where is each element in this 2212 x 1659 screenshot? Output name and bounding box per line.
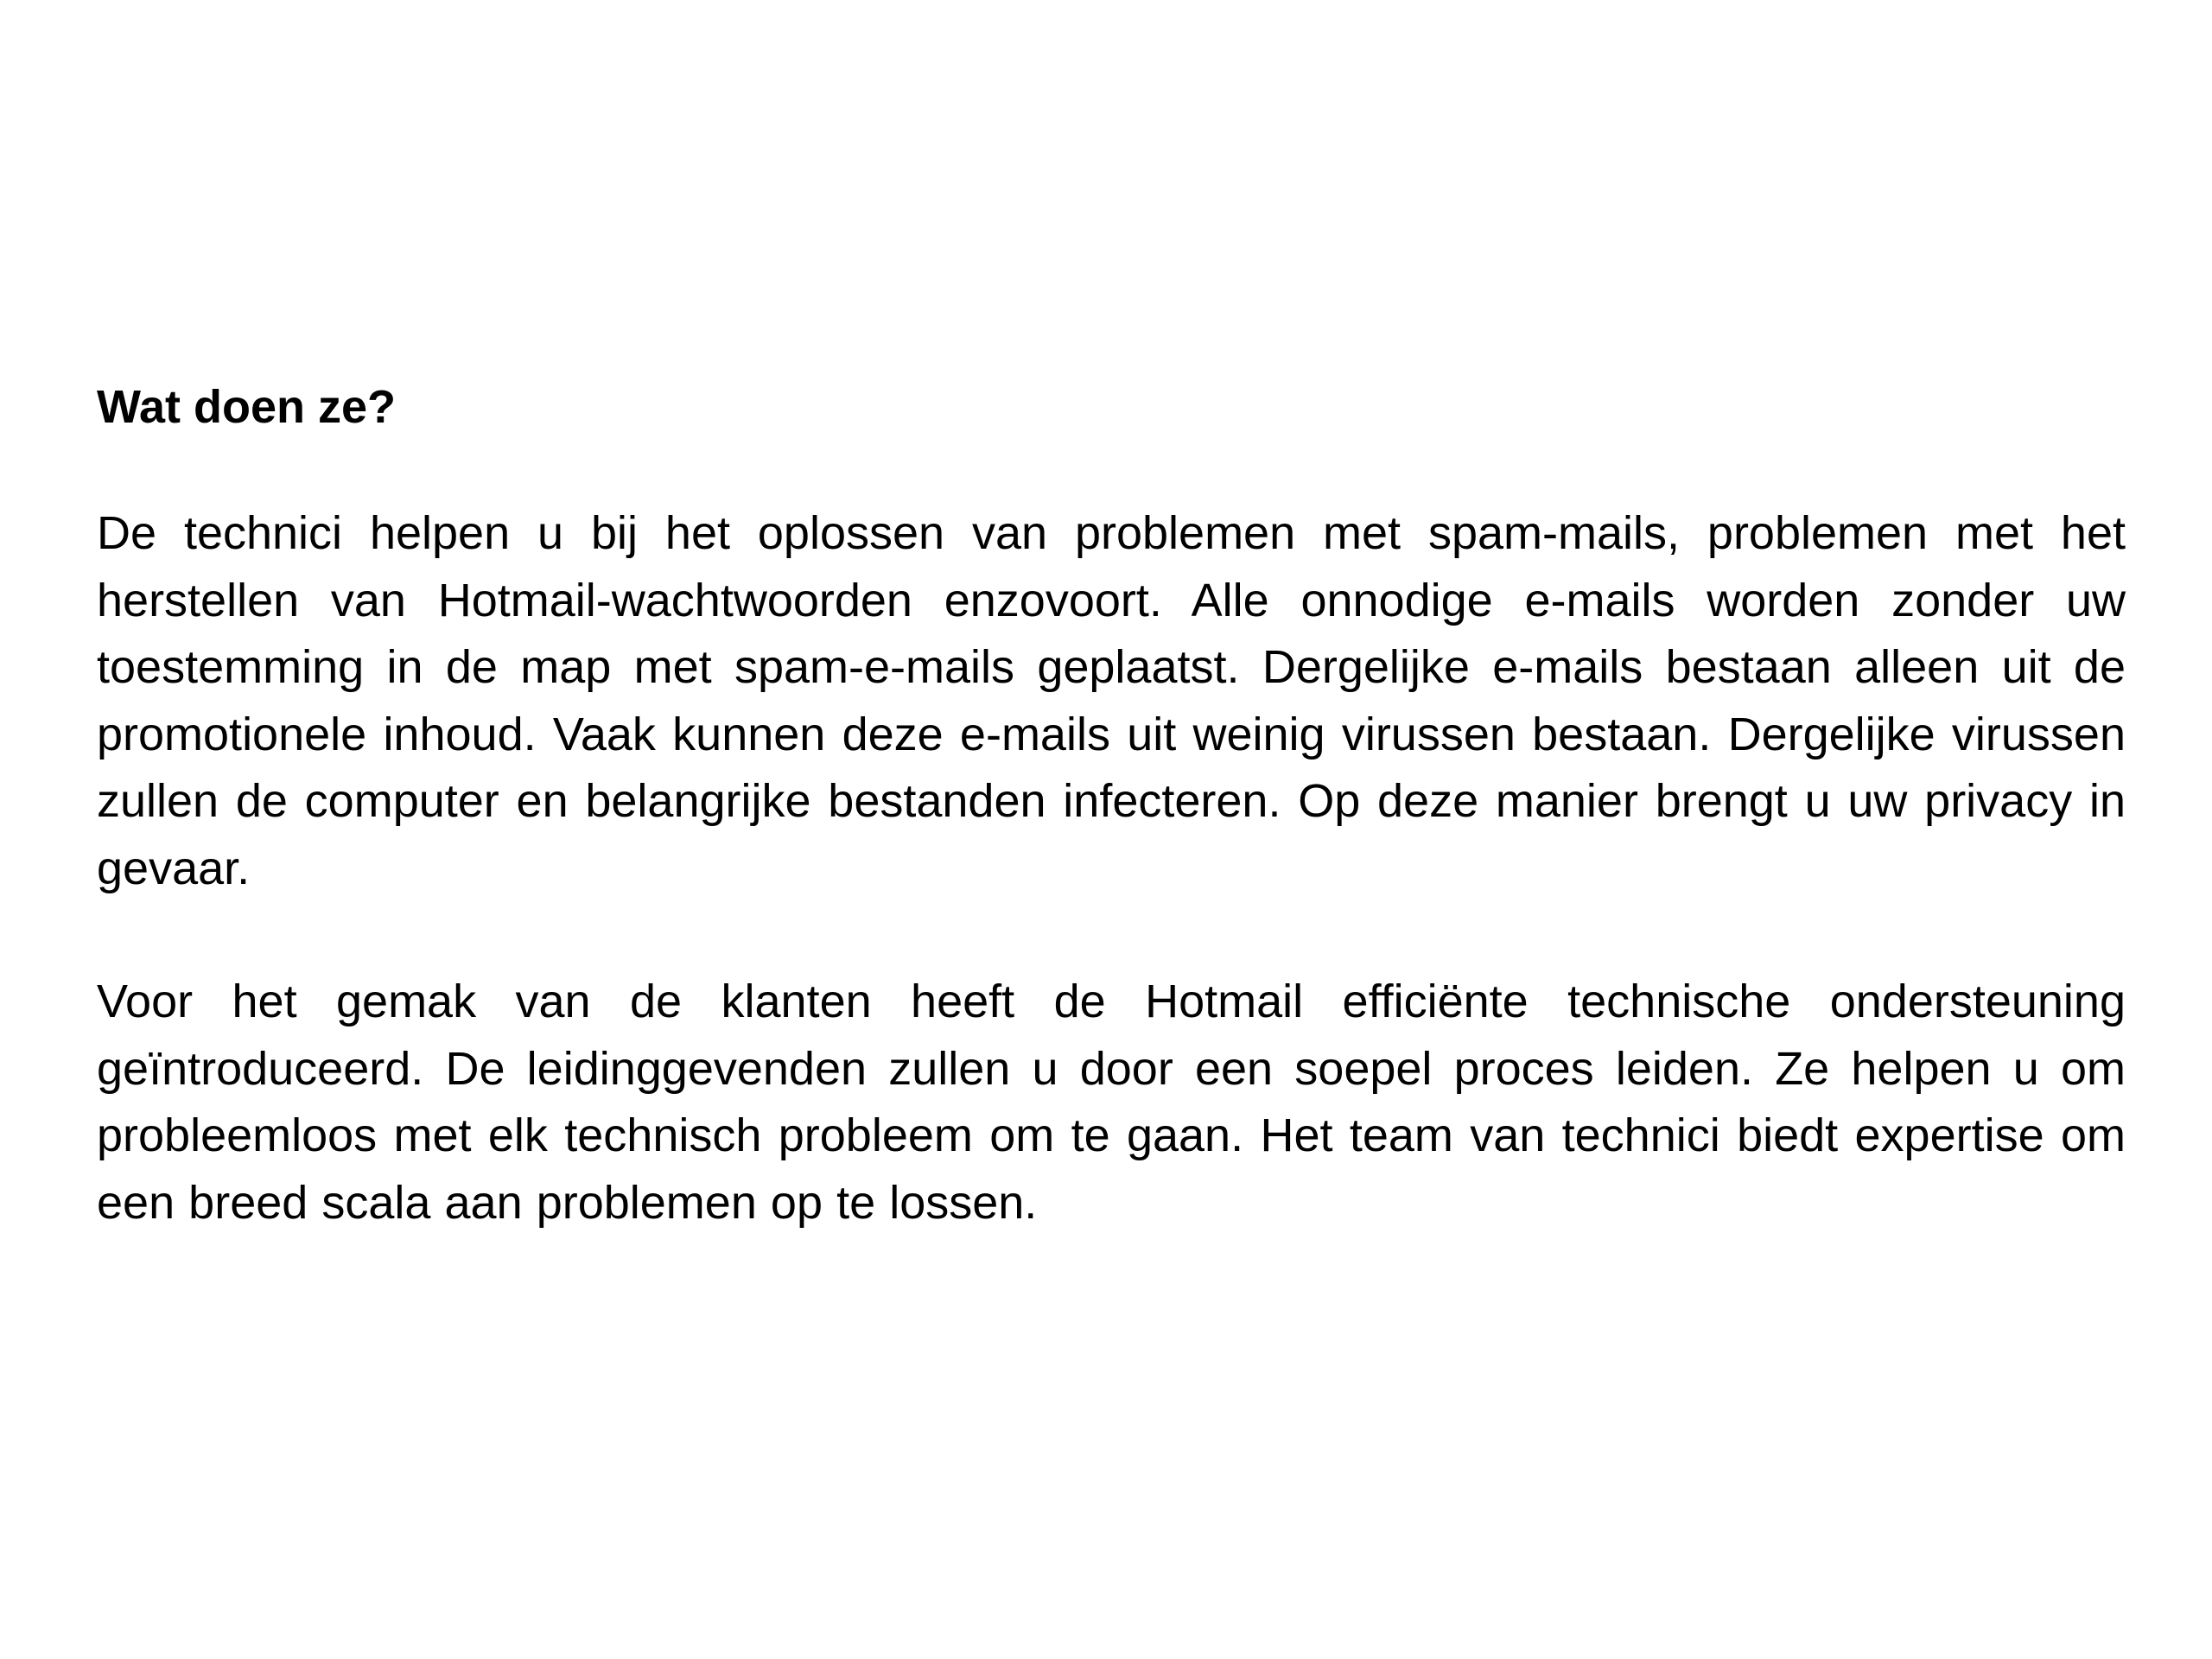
document-body <box>97 367 2126 1236</box>
paragraph-support: Voor het gemak van de klanten heeft de Hotmail efficiënte technische ondersteuning geïntroduceerd. De leidinggevenden zullen u door een soepel proces leiden. Ze helpen u om probleemloos met elk technisch probleem om te gaan. Het team van technici biedt expertise om een breed scala aan problemen op te lossen. <box>97 976 2126 1229</box>
paragraph-technicians: De technici helpen u bij het oplossen van problemen met spam-mails, problemen met het herstellen van Hotmail-wachtwoorden enzovoort. Alle onnodige e-mails worden zonder uw toestemming in de map met spam-e-mails geplaatst. Dergelijke e-mails bestaan alleen uit de promotionele inhoud. Vaak kunnen deze e-mails uit weinig virussen bestaan. Dergelijke virussen zullen de computer en belangrijke bestanden infecteren. Op deze manier brengt u uw privacy in gevaar. <box>97 507 2126 894</box>
section-heading: Wat doen ze? <box>97 381 396 433</box>
